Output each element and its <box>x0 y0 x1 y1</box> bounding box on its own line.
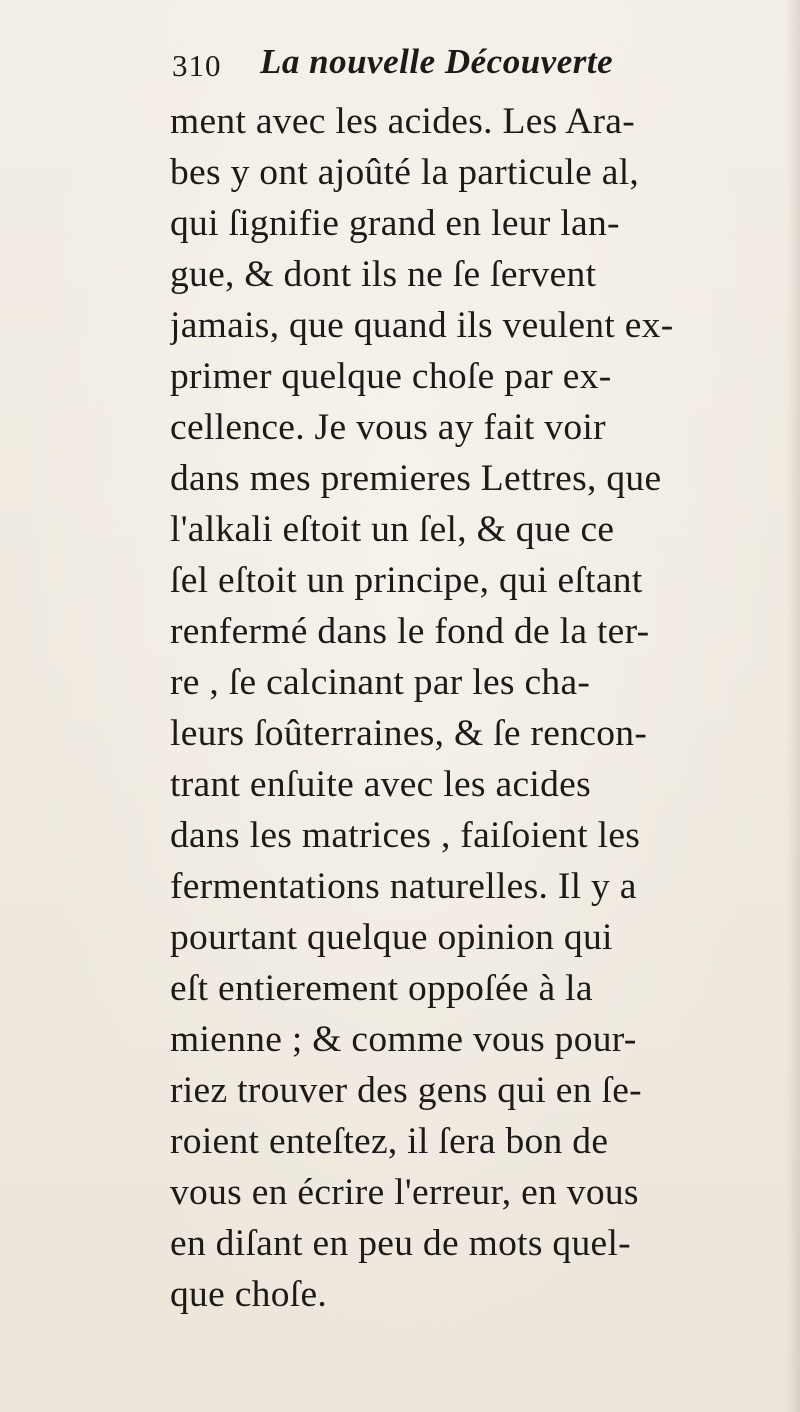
text-line: que choſe. <box>170 1274 328 1315</box>
text-line: bes y ont ajoûté la particule al, <box>170 152 640 193</box>
text-line: pourtant quelque opinion qui <box>170 917 613 958</box>
running-title: La nouvelle Découverte <box>260 42 614 81</box>
text-line: fermentations naturelles. Il y a <box>170 866 637 907</box>
page-number: 310 <box>172 48 222 83</box>
text-line: renfermé dans le fond de la ter- <box>170 611 650 652</box>
text-line: primer quelque choſe par ex- <box>170 356 612 397</box>
text-line: re , ſe calcinant par les cha- <box>170 662 591 703</box>
text-line: roient enteſtez, il ſera bon de <box>170 1121 609 1162</box>
text-line: vous en écrire l'erreur, en vous <box>170 1172 639 1213</box>
body-text <box>170 96 790 1320</box>
text-line: riez trouver des gens qui en ſe- <box>170 1070 642 1111</box>
text-line: jamais, que quand ils veulent ex- <box>170 305 674 346</box>
text-line: l'alkali eſtoit un ſel, & que ce <box>170 509 615 550</box>
text-line: mienne ; & comme vous pour- <box>170 1019 637 1060</box>
text-line: cellence. Je vous ay fait voir <box>170 407 606 448</box>
text-line: dans les matrices , faiſoient les <box>170 815 641 856</box>
text-line: leurs ſoûterraines, & ſe rencon- <box>170 713 648 754</box>
text-line: trant enſuite avec les acides <box>170 764 591 805</box>
page-header <box>172 42 772 92</box>
text-line: dans mes premieres Lettres, que <box>170 458 662 499</box>
text-line: qui ſignifie grand en leur lan- <box>170 203 620 244</box>
text-line: gue, & dont ils ne ſe ſervent <box>170 254 597 295</box>
text-line: ſel eſtoit un principe, qui eſtant <box>170 560 643 601</box>
text-line: ment avec les acides. Les Ara- <box>170 101 636 142</box>
text-line: en diſant en peu de mots quel- <box>170 1223 631 1264</box>
text-line: eſt entierement oppoſée à la <box>170 968 593 1009</box>
